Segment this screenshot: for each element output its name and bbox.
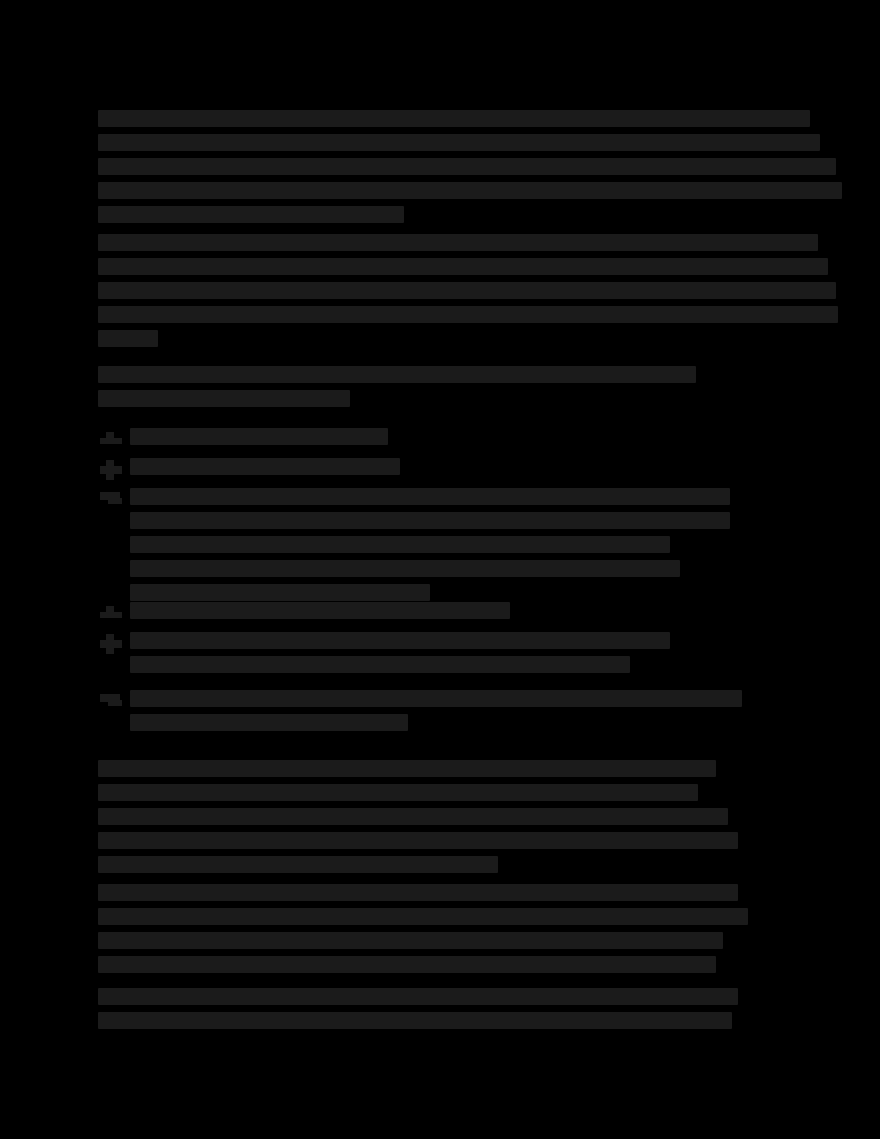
obscured-text-line [98, 760, 716, 777]
obscured-text-line [130, 602, 510, 619]
obscured-text-line [98, 884, 738, 901]
obscured-text-line [98, 784, 698, 801]
obscured-text-line [130, 560, 680, 577]
obscured-text-line [130, 656, 630, 673]
obscured-text-line [98, 908, 748, 925]
arrow-corner-icon [98, 690, 124, 712]
obscured-text-line [98, 110, 810, 127]
obscured-text-line [98, 390, 350, 407]
obscured-text-line [98, 134, 820, 151]
paragraph [98, 110, 842, 230]
obscured-text-line [130, 714, 408, 731]
paragraph [98, 988, 738, 1036]
obscured-text-line [98, 330, 158, 347]
plus-icon [98, 632, 124, 654]
obscured-text-line [98, 306, 838, 323]
obscured-text-line [98, 832, 738, 849]
list-item-text [130, 690, 742, 738]
list-item-text [130, 488, 730, 608]
triangle-up-icon [98, 428, 124, 450]
paragraph [98, 366, 696, 414]
paragraph [98, 760, 738, 880]
obscured-text-line [130, 512, 730, 529]
obscured-text-line [98, 956, 716, 973]
plus-icon [98, 458, 124, 480]
list-item-text [130, 632, 670, 680]
obscured-text-line [98, 366, 696, 383]
obscured-text-line [98, 282, 836, 299]
redaction-note [0, 0, 1, 1]
list-item-text [130, 428, 388, 452]
obscured-text-line [130, 690, 742, 707]
obscured-text-line [130, 584, 430, 601]
obscured-text-line [98, 182, 842, 199]
obscured-text-line [98, 1012, 732, 1029]
triangle-up-icon [98, 602, 124, 624]
list-item-text [130, 602, 510, 626]
obscured-text-line [130, 458, 400, 475]
obscured-text-line [98, 258, 828, 275]
list-item-text [130, 458, 400, 482]
obscured-text-line [98, 808, 728, 825]
paragraph [98, 884, 748, 980]
obscured-text-line [98, 158, 836, 175]
obscured-text-line [130, 428, 388, 445]
obscured-text-line [130, 536, 670, 553]
obscured-text-line [98, 234, 818, 251]
obscured-text-line [98, 988, 738, 1005]
obscured-text-line [130, 488, 730, 505]
paragraph [98, 234, 838, 354]
obscured-text-line [98, 932, 723, 949]
obscured-text-line [98, 206, 404, 223]
arrow-corner-icon [98, 488, 124, 510]
obscured-text-line [98, 856, 498, 873]
obscured-text-line [130, 632, 670, 649]
